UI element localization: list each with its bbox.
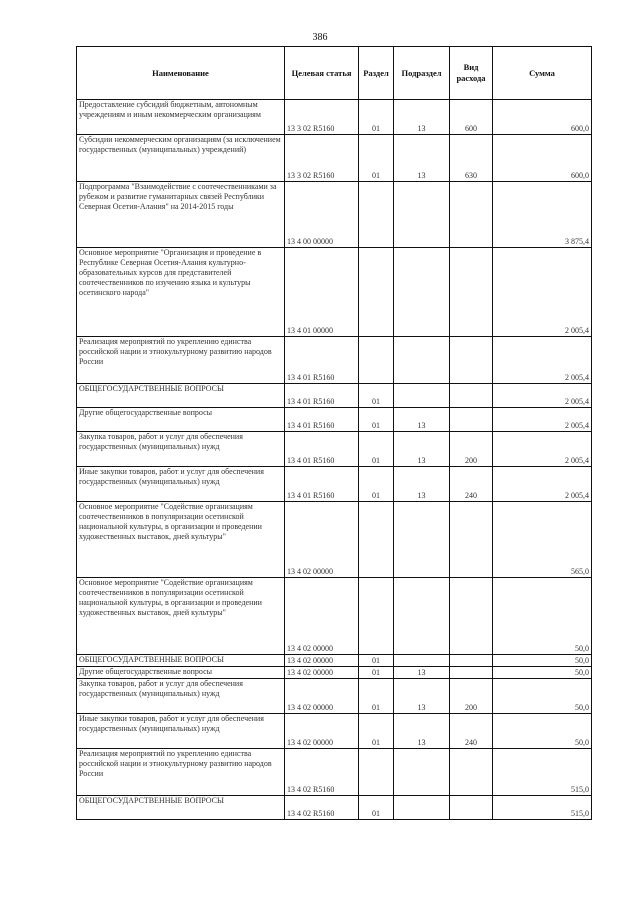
row-expense-type-cell: 240 xyxy=(450,714,493,749)
row-amount-cell: 515,0 xyxy=(493,796,592,820)
row-subsection-cell: 13 xyxy=(394,135,450,182)
header-subsection: Подраздел xyxy=(394,47,450,100)
row-name-cell: Закупка товаров, работ и услуг для обеспечения государственных (муниципальных) нужд xyxy=(77,432,285,467)
row-expense-type-cell xyxy=(450,182,493,248)
page-number: 386 xyxy=(312,32,328,43)
row-amount-cell: 2 005,4 xyxy=(493,248,592,337)
row-section-cell: 01 xyxy=(359,714,394,749)
row-section-cell: 01 xyxy=(359,408,394,432)
row-section-cell: 01 xyxy=(359,467,394,502)
row-subsection-cell xyxy=(394,578,450,655)
table-row xyxy=(77,679,592,714)
row-amount-cell: 50,0 xyxy=(493,679,592,714)
row-target-article-cell: 13 4 01 R5160 xyxy=(285,432,359,467)
row-target-article-cell: 13 4 02 R5160 xyxy=(285,796,359,820)
row-name-cell: ОБЩЕГОСУДАРСТВЕННЫЕ ВОПРОСЫ xyxy=(77,384,285,408)
row-target-article-cell: 13 3 02 R5160 xyxy=(285,100,359,135)
row-subsection-cell xyxy=(394,248,450,337)
row-amount-cell: 600,0 xyxy=(493,100,592,135)
row-name-cell: Основное мероприятие "Содействие организациям соотечественников в популяризации осетинской национальной культуры, в организации и проведении художественных выставок, дней культуры" xyxy=(77,502,285,578)
row-subsection-cell: 13 xyxy=(394,432,450,467)
table-row xyxy=(77,655,592,667)
row-section-cell: 01 xyxy=(359,100,394,135)
row-section-cell: 01 xyxy=(359,667,394,679)
row-section-cell xyxy=(359,248,394,337)
row-expense-type-cell xyxy=(450,408,493,432)
row-amount-cell: 50,0 xyxy=(493,714,592,749)
row-target-article-cell: 13 4 01 00000 xyxy=(285,248,359,337)
row-target-article-cell: 13 4 02 00000 xyxy=(285,578,359,655)
row-subsection-cell xyxy=(394,384,450,408)
row-target-article-cell: 13 4 02 00000 xyxy=(285,655,359,667)
table-row xyxy=(77,714,592,749)
table-row xyxy=(77,182,592,248)
row-subsection-cell: 13 xyxy=(394,714,450,749)
row-expense-type-cell xyxy=(450,655,493,667)
header-amount: Сумма xyxy=(493,47,592,100)
table-row xyxy=(77,337,592,384)
table-row xyxy=(77,100,592,135)
row-amount-cell: 50,0 xyxy=(493,655,592,667)
row-amount-cell: 2 005,4 xyxy=(493,408,592,432)
row-target-article-cell: 13 4 01 R5160 xyxy=(285,384,359,408)
row-name-cell: Подпрограмма "Взаимодействие с соотечественниками за рубежом и развитие гуманитарных связей Республики Северная Осетия-Алания" на 2014-2015 годы xyxy=(77,182,285,248)
row-name-cell: Другие общегосударственные вопросы xyxy=(77,667,285,679)
row-amount-cell: 2 005,4 xyxy=(493,467,592,502)
row-name-cell: Реализация мероприятий по укреплению единства российской нации и этнокультурному развитию народов России xyxy=(77,749,285,796)
row-expense-type-cell: 600 xyxy=(450,100,493,135)
row-expense-type-cell: 240 xyxy=(450,467,493,502)
row-name-cell: Иные закупки товаров, работ и услуг для обеспечения государственных (муниципальных) нужд xyxy=(77,714,285,749)
row-subsection-cell: 13 xyxy=(394,408,450,432)
row-amount-cell: 50,0 xyxy=(493,667,592,679)
row-expense-type-cell xyxy=(450,337,493,384)
row-name-cell: Предоставление субсидий бюджетным, автономным учреждениям и иным некоммерческим организациям xyxy=(77,100,285,135)
row-subsection-cell: 13 xyxy=(394,667,450,679)
row-name-cell: Другие общегосударственные вопросы xyxy=(77,408,285,432)
row-target-article-cell: 13 4 02 00000 xyxy=(285,679,359,714)
row-subsection-cell: 13 xyxy=(394,679,450,714)
table-row xyxy=(77,667,592,679)
table-row xyxy=(77,467,592,502)
row-expense-type-cell xyxy=(450,384,493,408)
row-target-article-cell: 13 4 01 R5160 xyxy=(285,408,359,432)
row-amount-cell: 2 005,4 xyxy=(493,384,592,408)
row-amount-cell: 3 875,4 xyxy=(493,182,592,248)
row-expense-type-cell xyxy=(450,667,493,679)
row-expense-type-cell xyxy=(450,578,493,655)
row-amount-cell: 515,0 xyxy=(493,749,592,796)
row-expense-type-cell: 200 xyxy=(450,432,493,467)
row-amount-cell: 2 005,4 xyxy=(493,432,592,467)
row-subsection-cell xyxy=(394,749,450,796)
row-name-cell: Реализация мероприятий по укреплению единства российской нации и этнокультурному развитию народов России xyxy=(77,337,285,384)
table-row xyxy=(77,248,592,337)
table-row xyxy=(77,408,592,432)
row-target-article-cell: 13 4 01 R5160 xyxy=(285,467,359,502)
row-amount-cell: 565,0 xyxy=(493,502,592,578)
row-expense-type-cell: 630 xyxy=(450,135,493,182)
row-expense-type-cell xyxy=(450,749,493,796)
row-amount-cell: 600,0 xyxy=(493,135,592,182)
row-subsection-cell xyxy=(394,796,450,820)
row-name-cell: ОБЩЕГОСУДАРСТВЕННЫЕ ВОПРОСЫ xyxy=(77,655,285,667)
row-section-cell: 01 xyxy=(359,655,394,667)
row-subsection-cell xyxy=(394,655,450,667)
row-section-cell: 01 xyxy=(359,796,394,820)
table-row xyxy=(77,749,592,796)
row-name-cell: ОБЩЕГОСУДАРСТВЕННЫЕ ВОПРОСЫ xyxy=(77,796,285,820)
row-name-cell: Основное мероприятие "Организация и проведение в Республике Северная Осетия-Алания культурно-образовательных курсов для представителей соотечественников по изучению языка и культуры осетинского народа" xyxy=(77,248,285,337)
row-subsection-cell xyxy=(394,337,450,384)
row-expense-type-cell xyxy=(450,248,493,337)
table-row xyxy=(77,796,592,820)
row-subsection-cell xyxy=(394,502,450,578)
row-target-article-cell: 13 4 02 00000 xyxy=(285,667,359,679)
row-name-cell: Иные закупки товаров, работ и услуг для обеспечения государственных (муниципальных) нужд xyxy=(77,467,285,502)
header-section: Раздел xyxy=(359,47,394,100)
row-target-article-cell: 13 4 02 00000 xyxy=(285,714,359,749)
row-section-cell: 01 xyxy=(359,432,394,467)
table-row xyxy=(77,502,592,578)
row-target-article-cell: 13 3 02 R5160 xyxy=(285,135,359,182)
row-section-cell: 01 xyxy=(359,384,394,408)
row-section-cell xyxy=(359,749,394,796)
row-expense-type-cell xyxy=(450,796,493,820)
row-name-cell: Закупка товаров, работ и услуг для обеспечения государственных (муниципальных) нужд xyxy=(77,679,285,714)
header-name: Наименование xyxy=(77,47,285,100)
row-amount-cell: 2 005,4 xyxy=(493,337,592,384)
row-subsection-cell: 13 xyxy=(394,100,450,135)
row-target-article-cell: 13 4 02 R5160 xyxy=(285,749,359,796)
row-section-cell: 01 xyxy=(359,679,394,714)
row-section-cell xyxy=(359,578,394,655)
table-header-row xyxy=(77,47,592,100)
table-row xyxy=(77,578,592,655)
table-row xyxy=(77,432,592,467)
row-subsection-cell xyxy=(394,182,450,248)
row-subsection-cell: 13 xyxy=(394,467,450,502)
row-section-cell xyxy=(359,182,394,248)
header-target-article: Целевая статья xyxy=(285,47,359,100)
header-expense-type: Вид расхода xyxy=(450,47,493,100)
table-row xyxy=(77,135,592,182)
row-target-article-cell: 13 4 00 00000 xyxy=(285,182,359,248)
budget-table xyxy=(76,46,592,820)
row-target-article-cell: 13 4 01 R5160 xyxy=(285,337,359,384)
row-section-cell xyxy=(359,502,394,578)
row-name-cell: Основное мероприятие "Содействие организациям соотечественников в популяризации осетинской национальной культуры, в организации и проведении художественных выставок, дней культуры" xyxy=(77,578,285,655)
table-row xyxy=(77,384,592,408)
row-section-cell: 01 xyxy=(359,135,394,182)
row-name-cell: Субсидии некоммерческим организациям (за исключением государственных (муниципальных) учреждений) xyxy=(77,135,285,182)
row-expense-type-cell: 200 xyxy=(450,679,493,714)
row-section-cell xyxy=(359,337,394,384)
row-expense-type-cell xyxy=(450,502,493,578)
row-amount-cell: 50,0 xyxy=(493,578,592,655)
row-target-article-cell: 13 4 02 00000 xyxy=(285,502,359,578)
